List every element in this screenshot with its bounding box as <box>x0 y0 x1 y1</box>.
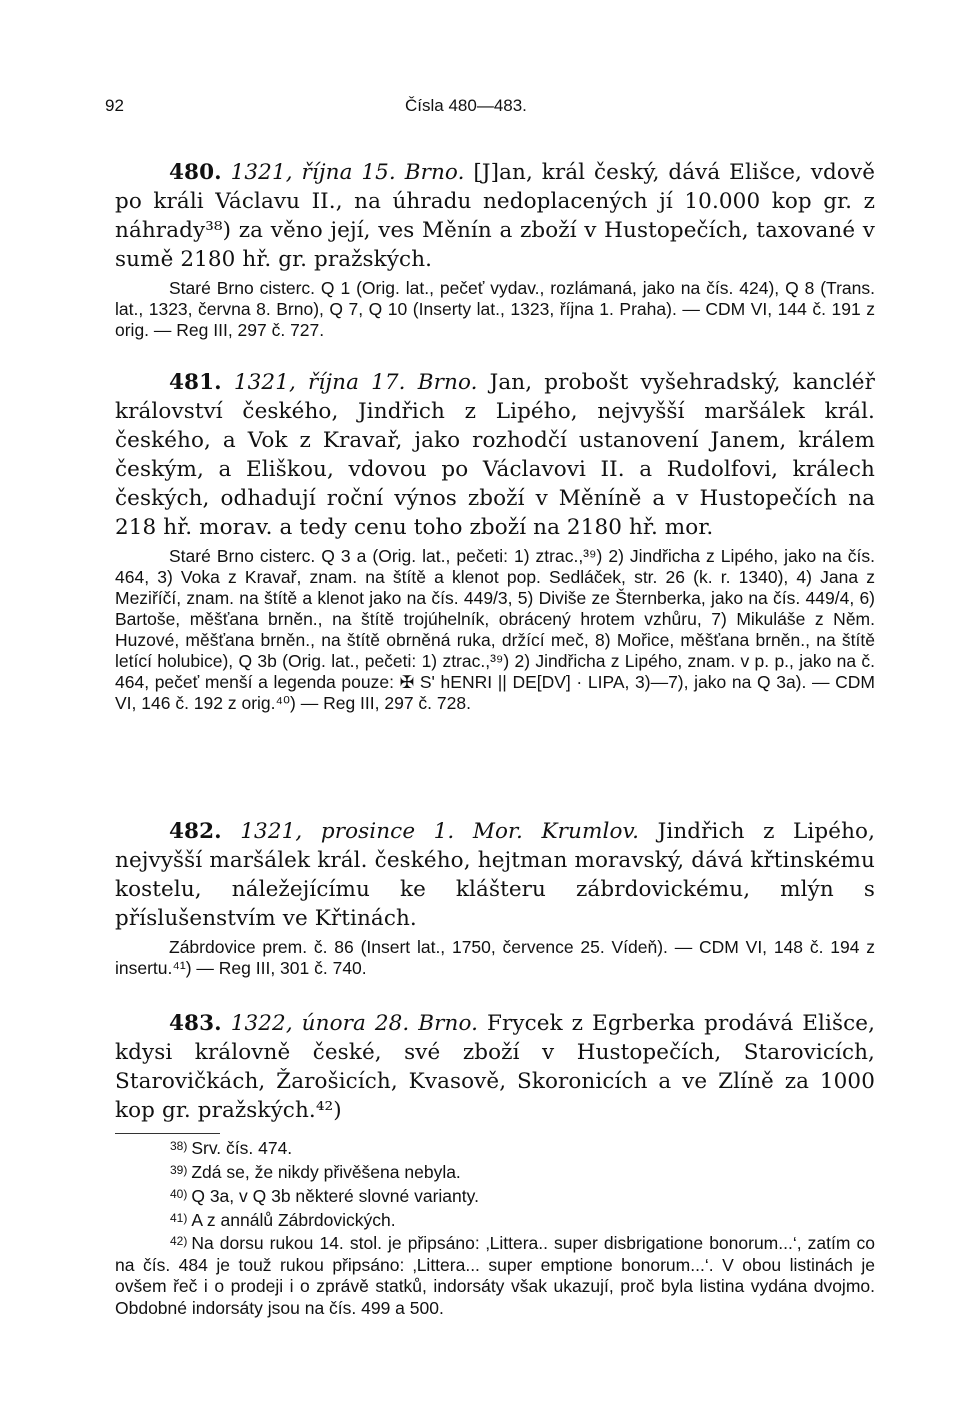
footnote-39 <box>170 1159 875 1184</box>
entry-note: Staré Brno cisterc. Q 1 (Orig. lat., pečeť vydav., rozlámaná, jako na čís. 424), Q 8 (Trans. lat., 1323, června 8. Brno), Q 7, Q 10 (Inserty lat., 1323, října 1. Praha). — CDM VI, 144 č. 191 z orig. — Reg III, 297 č. 727. <box>115 278 875 340</box>
footnote-mark: 38) <box>170 1139 188 1153</box>
footnote-42 <box>115 1231 875 1319</box>
entry-date: 1321, října 15. Brno. <box>230 160 465 185</box>
entry-note: Zábrdovice prem. č. 86 (Insert lat., 1750, července 25. Vídeň). — CDM VI, 148 č. 194 z insertu.⁴¹) — Reg III, 301 č. 740. <box>115 937 875 978</box>
entry-483 <box>115 1009 875 1125</box>
footnote-mark: 39) <box>170 1163 188 1177</box>
footnote-41 <box>170 1207 875 1232</box>
page-number: 92 <box>105 96 124 115</box>
entry-text <box>115 158 875 274</box>
footnote-mark: 40) <box>170 1187 188 1201</box>
entry-date: 1321, prosince 1. Mor. Krumlov. <box>240 819 640 844</box>
entry-481 <box>115 368 875 714</box>
entry-text <box>115 1009 875 1125</box>
entry-480 <box>115 158 875 341</box>
entry-number: 481. <box>169 370 222 395</box>
footnote-text: Na dorsu rukou 14. stol. je připsáno: ‚Littera.. super disbrigatione bonorum...‘, zatím co na čís. 484 je touž rukou připsáno: ‚Littera... super emptione bonorum...‘. V obou listinách je ovšem řeč i o prodeji i o zprávě statků, indorsáty však ukazují, proč byla listina vydána dvojmo. Obdobné indorsáty jsou na čís. 499 a 500. <box>115 1233 875 1318</box>
entry-body: Frycek z Egrberka prodává Elišce, kdysi královně české, své zboží v Hustopečích, Starovicích, Starovičkách, Žarošicích, Kvasově, Skoronicích a ve Zlíně za 1000 kop gr. pražských.⁴²) <box>115 1011 876 1123</box>
footnote-mark: 42) <box>170 1234 188 1248</box>
footnote-text: Srv. čís. 474. <box>191 1138 293 1158</box>
footnote-38 <box>170 1135 875 1160</box>
page-header <box>105 96 875 120</box>
entry-number: 482. <box>169 819 222 844</box>
entry-note: Staré Brno cisterc. Q 3 a (Orig. lat., pečeti: 1) ztrac.,³⁹) 2) Jindřicha z Lipého, jako na čís. 464, 3) Voka z Kravař, znam. na štítě a klenot pop. Sedláček, str. 26 (k. r. 1340), 4) Jana z Meziříčí, znam. na štítě a klenot jako na čís. 449/3, 5) Diviše ze Šternberka, jako na čís. 449/4, 6) Bartoše, měšťana brněn., na štítě trojúhelník, obrácený hrotem vzhůru, 7) Mikuláše z Něm. Huzové, měšťana brněn., na štítě obrněná ruka, držící meč, 8) Mořice, měšťana brněn., na štítě letící holubice), Q 3b (Orig. lat., pečeti: 1) ztrac.,³⁹) 2) Jindřicha z Lipého, znam. v p. p., jako na č. 464, pečeť menší a legenda pouze: ✠ S' hENRI || DE[DV] · LIPA, 3)—7), jako na Q 3a). — CDM VI, 146 č. 192 z orig.⁴⁰) — Reg III, 297 č. 728. <box>115 546 875 713</box>
footnote-text: A z annálů Zábrdovických. <box>191 1210 396 1230</box>
footnote-text: Zdá se, že nikdy přivěšena nebyla. <box>191 1162 461 1182</box>
entry-date: 1322, února 28. Brno. <box>230 1011 479 1036</box>
entry-body: [J]an, král český, dává Elišce, vdově po králi Václavu II., na úhradu nedoplacených jí 10.000 kop gr. z náhrady³⁸) za věno její, ves Měnín a zboží v Hustopečích, taxované v sumě 2180 hř. gr. pražských. <box>115 160 876 272</box>
entry-text <box>115 817 875 933</box>
footnote-40 <box>170 1183 875 1208</box>
entry-body: Jindřich z Lipého, nejvyšší maršálek král. českého, hejtman moravský, dává křtinskému kostelu, náležejícímu ke klášteru zábrdovickému, mlýn s příslušenstvím ve Křtinách. <box>115 819 875 931</box>
entry-number: 483. <box>169 1011 222 1036</box>
footnote-mark: 41) <box>170 1211 188 1225</box>
entry-number: 480. <box>169 160 222 185</box>
entry-body: Jan, probošt vyšehradský, kancléř království českého, Jindřich z Lipého, nejvyšší maršálek král. českého, a Vok z Kravař, jako rozhodčí ustanovení Janem, králem českým, a Eliškou, vdovou po Václavovi II. a Rudolfovi, králech českých, odhadují roční výnos zboží v Měníně a v Hustopečích na 218 hř. morav. a tedy cenu toho zboží na 2180 hř. mor. <box>115 370 876 540</box>
entry-text <box>115 368 875 542</box>
entry-date: 1321, října 17. Brno. <box>233 370 478 395</box>
running-title: Čísla 480—483. <box>405 96 527 115</box>
footnote-text: Q 3a, v Q 3b některé slovné varianty. <box>191 1186 479 1206</box>
footnote-divider <box>115 1133 220 1134</box>
entry-482 <box>115 817 875 979</box>
